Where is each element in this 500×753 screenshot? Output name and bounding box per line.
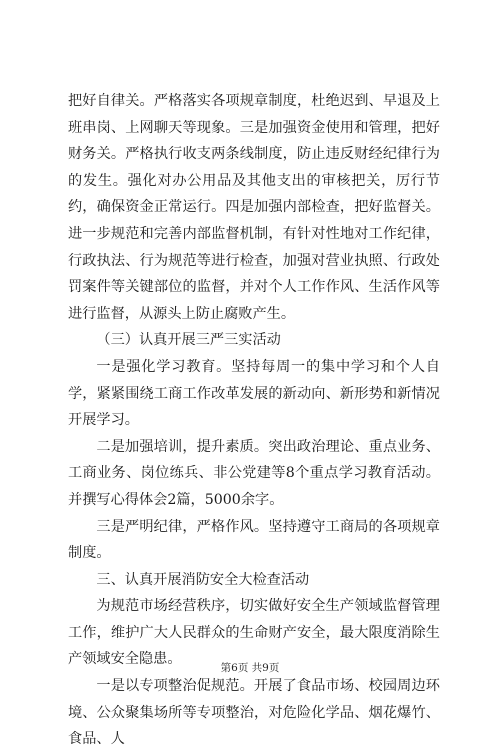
document-body	[68, 88, 440, 753]
paragraph-training: 二是加强培训，提升素质。突出政治理论、重点业务、工商业务、岗位练兵、非公党建等8个重点学习教育活动。并撰写心得体会2篇，5000余字。	[68, 438, 440, 508]
heading-three-strict-three-solid: （三）认真开展三严三实活动	[96, 332, 281, 349]
paragraph-study-education: 一是强化学习教育。坚持每周一的集中学习和个人自学，紧紧围绕工商工作改革发展的新动向、新形势和新情况开展学习。	[68, 358, 440, 429]
page-number-footer: 第6页 共9页	[220, 662, 280, 674]
paragraph-market-order: 为规范市场经营秩序，切实做好安全生产领域监督管理工作，维护广大人民群众的生命财产安全，最大限度消除生产领域安全隐患。	[68, 598, 440, 668]
heading-fire-safety-inspection: 三、认真开展消防安全大检查活动	[96, 571, 310, 588]
paragraph-special-rectification: 一是以专项整治促规范。开展了食品市场、校园周边环境、公众聚集场所等专项整治，对危险化学品、烟花爆竹、食品、人	[68, 678, 440, 748]
paragraph-discipline: 三是严明纪律，严格作风。坚持遵守工商局的各项规章制度。	[68, 518, 440, 562]
paragraph-self-discipline: 把好自律关。严格落实各项规章制度，杜绝迟到、早退及上班串岗、上网聊天等现象。三是加强资金使用和管理，把好财务关。严格执行收支两条线制度，防止违反财经纪律行为的发生。强化对办公用品及其他支出的审核把关，厉行节约，确保资金正常运行。四是加强内部检查，把好监督关。进一步规范和完善内部监督机制，有针对性地对工作纪律，行政执法、行为规范等进行检查，加强对营业执照、行政处罚案件等关键部位的监督，并对个人工作作风、生活作风等进行监督，从源头上防止腐败产生。	[68, 93, 440, 322]
